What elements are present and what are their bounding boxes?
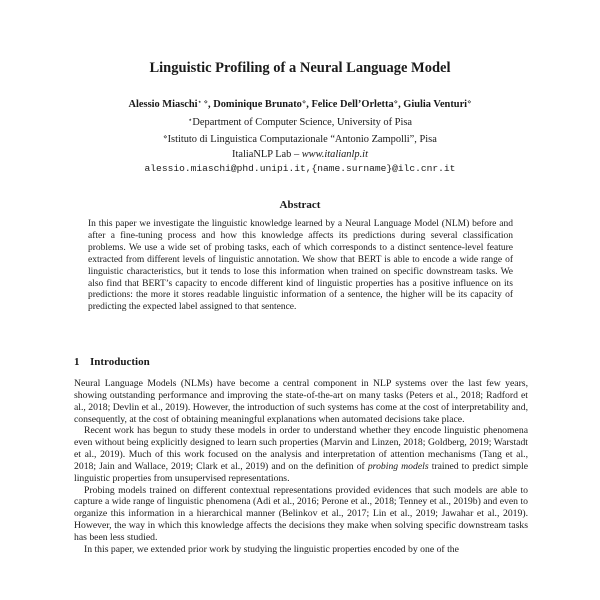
section-title: Introduction — [90, 356, 150, 368]
paragraph: Neural Language Models (NLMs) have become a central component in NLP systems over the last few years, showing outstanding performance and improving the state-of-the-art on many tasks (Peters et al., 2018; Radford et al., 2018; Devlin et al., 2019). However, the introduction of such systems has come at the cost of interpretability and, consequently, at the cost of obtaining meaningful explanations when automated decisions take place. — [74, 378, 528, 425]
author-name: Felice Dell’Orletta — [311, 99, 394, 110]
paragraph-text: Recent work has begun to study these models in order to understand whether they encode linguistic phenomena even without being explicitly designed to learn such properties (Marvin and Linzen, 2018; Goldberg, 2019; Warstadt et al., 2019). Much of this work focused on the analysis and interpretation of attention mechanisms (Tang et al., 2018; Jain and Wallace, 2019; Clark et al., 2019) and on the definition of — [74, 425, 528, 472]
author-block — [0, 95, 600, 177]
affiliation-mark: ⋆ ⋄ — [197, 98, 209, 106]
section-number: 1 — [74, 356, 80, 368]
paragraph-text: trained to predict simple linguistic properties from unsupervised representations. — [74, 460, 528, 484]
author-separator: , — [306, 99, 312, 110]
author-name: Alessio Miaschi — [128, 99, 198, 110]
introduction-text — [74, 378, 528, 556]
abstract-heading: Abstract — [279, 199, 321, 211]
author-separator: , — [398, 99, 404, 110]
paragraph: Probing models trained on different contextual representations provided evidences that such models are able to capture a wide range of linguistic phenomena (Adi et al., 2016; Perone et al., 2018; Tenney et al., 2019b) and even to organize this information in a hierarchical manner (Belinkov et al., 2017; Lin et al., 2019; Jawahar et al., 2019). However, the way in which this knowledge affects the decisions they make when solving specific downstream tasks has been less studied. — [74, 484, 528, 543]
lab-name: ItaliaNLP Lab – — [232, 148, 302, 160]
affiliation-mark: ⋄ — [467, 98, 472, 106]
emphasized-term: probing models — [367, 460, 429, 472]
affiliation-mark: ⋄ — [301, 98, 307, 106]
author-name: Giulia Venturi — [403, 99, 468, 110]
paragraph: In this paper, we extended prior work by studying the linguistic properties encoded by one of the — [84, 543, 459, 555]
affiliation-text: Department of Computer Science, University of Pisa — [192, 116, 412, 128]
section-heading — [74, 356, 150, 368]
affiliation-1 — [0, 113, 600, 131]
author-names — [0, 95, 600, 113]
affiliation-text: Istituto di Linguistica Computazionale “Antonio Zampolli”, Pisa — [167, 134, 437, 146]
lab-url-link[interactable]: www.italianlp.it — [301, 148, 368, 160]
author-email: alessio.miaschi@phd.unipi.it,{name.surname}@ilc.cnr.it — [144, 163, 456, 175]
paper-title: Linguistic Profiling of a Neural Language Model — [149, 60, 451, 76]
affiliation-2 — [0, 130, 600, 148]
abstract-body: In this paper we investigate the linguistic knowledge learned by a Neural Language Model (NLM) before and after a fine-tuning process and how this knowledge affects its predictions during several classification problems. We use a wide set of probing tasks, each of which corresponds to a distinct sentence-level feature extracted from different levels of linguistic annotation. We show that BERT is able to encode a wide range of linguistic characteristics, but it tends to lose this information when trained on specific downstream tasks. We also find that BERT’s capacity to encode different kind of linguistic properties has a positive influence on its predictions: the more it stores readable linguistic information of a sentence, the higher will be its capacity of predicting the expected label assigned to that sentence. — [88, 219, 513, 313]
author-name: Dominique Brunato — [213, 99, 302, 110]
affiliation-mark: ⋄ — [393, 98, 399, 106]
lab-line — [0, 148, 600, 163]
author-separator: , — [208, 99, 214, 110]
affiliation-mark: ⋄ — [163, 133, 168, 142]
paragraph — [74, 425, 528, 484]
affiliation-mark: ⋆ — [188, 115, 193, 124]
